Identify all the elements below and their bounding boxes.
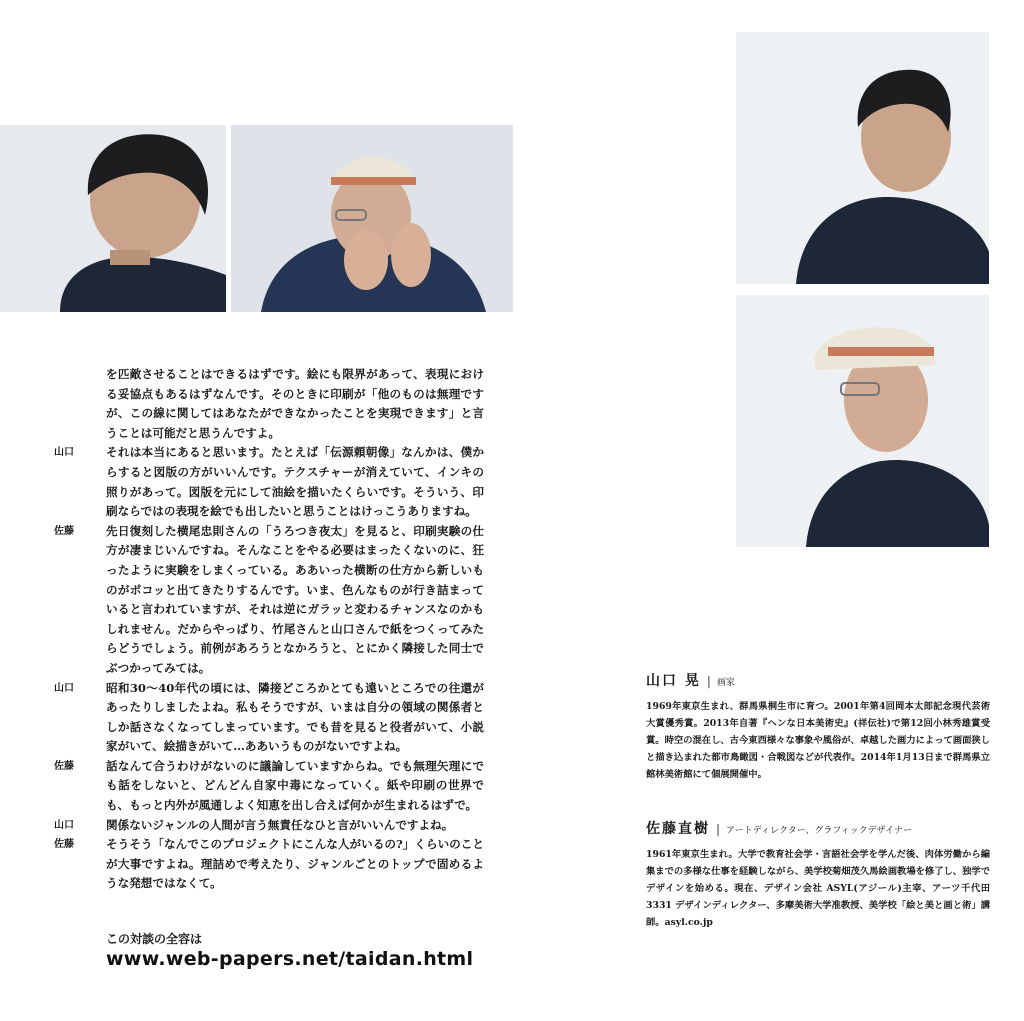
speaker-label: 佐藤 (54, 839, 74, 851)
portrait-illustration (231, 125, 513, 312)
speaker-label: 佐藤 (54, 525, 74, 537)
bio-text: 1961年東京生まれ。大学で教育社会学・言語社会学を学んだ後、肉体労働から編集までの多様な仕事を経験しながら、美学校菊畑茂久馬絵画教場を修了し、独学でデザインを始める。現在、デザイン会社 ASYL(アジール)主宰、アーツ千代田 3331 デザインディレクター、多摩美術大学准教授、美学校「絵と美と画と術」講師。asyl.co.jp (646, 849, 990, 928)
speech-text: 昭和30〜40年代の頃には、隣接どころかとても遠いところでの往還があったりしましたよね。私もそうですが、いまは自分の領域の関係者としか話さなくなってしまっています。でも昔を見ると役者がいて、小説家がいて、絵描きがいて…ああいうものがないですよね。 (106, 680, 484, 754)
speech-text: 話なんて合うわけがないのに議論していますからね。でも無理矢理にでも話をしないと、どんどん自家中毒になっていく。紙や印刷の世界でも、もっと内外が風通しよく知恵を出し合えば何かが生まれるはずで。 (106, 758, 484, 813)
speech-text: を匹敵させることはできるはずです。絵にも限界があって、表現における妥協点もあるはずなんです。そのときに印刷が「他のものは無理ですが、この線に関してはあなたができなかったことを実現できます」と言うことは可能だと思うんですよ。 (106, 367, 484, 440)
dialogue-turn (54, 835, 484, 894)
speech-text: 関係ないジャンルの人間が言う無責任なひと言がいいんですよね。 (106, 817, 454, 832)
speaker-label: 佐藤 (54, 760, 74, 772)
bio-sato (646, 818, 990, 931)
photo-sato-portrait (736, 295, 989, 547)
dialogue-turn (54, 757, 484, 816)
speaker-label (54, 365, 106, 443)
bio-name: 佐藤直樹 (646, 821, 710, 837)
speech-text: 先日復刻した横尾忠則さんの「うろつき夜太」を見ると、印刷実験の仕方が凄まじいんですね。そんなことをやる必要はまったくないのに、狂ったように実験をしまくっている。ああいった横断の仕方から新しいものがポコッと出てきたりするんです。いま、色んなものが行き詰まっていると言われていますが、それは逆にガラッと変わるチャンスなのかもしれません。だからやっぱり、竹尾さんと山口さんで紙をつくってみたらどうでしょう。前例があろうとなかろうと、とにかく隣接した同士でぶつかってみては。 (106, 523, 484, 675)
dialogue-turn (54, 443, 484, 521)
photo-sato-gesture (231, 125, 513, 312)
speaker-label: 山口 (54, 447, 74, 459)
portrait-illustration (0, 125, 226, 312)
bio-name: 山口 晃 (646, 673, 701, 689)
dialogue-column (54, 365, 484, 894)
speech-text: そうそう「なんでこのプロジェクトにこんな人がいるの?」くらいのことが大事ですよね。理詰めで考えたり、ジャンルごとのトップで固めるような発想ではなくて。 (106, 837, 484, 891)
bio-heading (646, 818, 990, 838)
callout-label: この対談の全容は (106, 932, 203, 946)
speaker-label: 山口 (54, 682, 74, 694)
speech-text: それは本当にあると思います。たとえば「伝源頼朝像」なんかは、僕からすると図版の方がいいんです。テクスチャーが消えていて、インキの照りがあって。図版を元にして油絵を描いたくらいです。そういう、印刷ならではの表現を絵でも出したいと思うことはけっこうありますね。 (106, 445, 484, 519)
portrait-illustration (736, 32, 989, 284)
bio-separator: | (716, 822, 721, 836)
full-interview-callout (106, 930, 473, 970)
interview-url-link[interactable]: www.web-papers.net/taidan.html (106, 948, 474, 970)
bio-separator: | (706, 674, 711, 688)
dialogue-turn (54, 365, 484, 443)
photo-yamaguchi-portrait (736, 32, 989, 284)
speaker-label: 山口 (54, 819, 74, 831)
dialogue-turn (54, 679, 484, 757)
portrait-illustration (736, 295, 989, 547)
bio-role: アートディレクター、グラフィックデザイナー (726, 826, 912, 836)
photo-yamaguchi-profile (0, 125, 226, 312)
bio-role: 画家 (716, 678, 735, 688)
dialogue-turn (54, 522, 484, 679)
dialogue-turn (54, 816, 484, 836)
bio-heading (646, 670, 990, 690)
bio-text: 1969年東京生まれ、群馬県桐生市に育つ。2001年第4回岡本太郎記念現代芸術大賞優秀賞。2013年自著『ヘンな日本美術史』(祥伝社)で第12回小林秀雄賞受賞。時空の混在し、古今東西様々な事象や風俗が、卓越した画力によって画面狭しと描き込まれた都市鳥瞰図・合戦図などが代表作。2014年1月13日まで群馬県立館林美術館にて個展開催中。 (646, 701, 990, 780)
bio-yamaguchi (646, 670, 990, 783)
